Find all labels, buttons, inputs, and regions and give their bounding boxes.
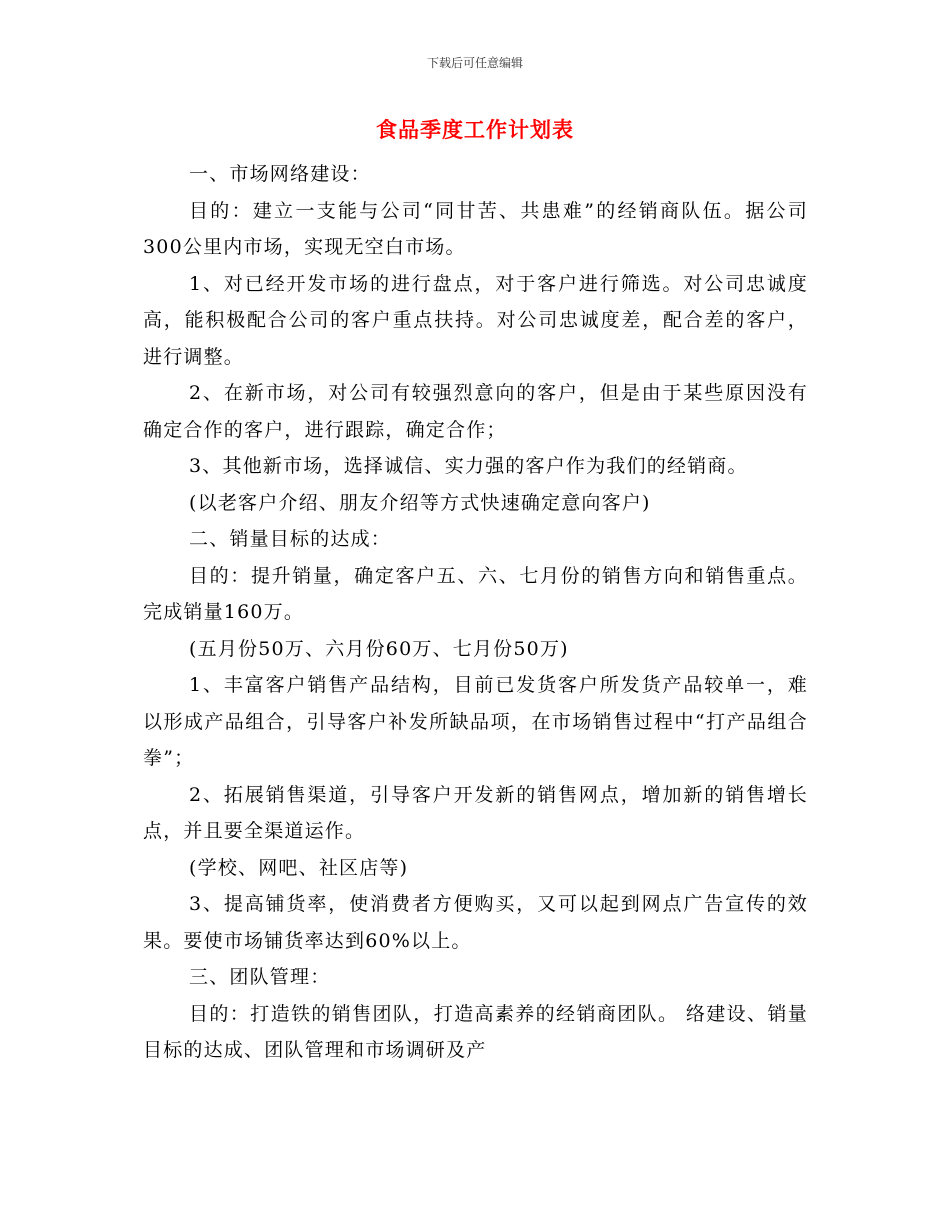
paragraph-market-item-1: 1、对已经开发市场的进行盘点，对于客户进行筛选。对公司忠诚度高，能积极配合公司的客户重点扶持。对公司忠诚度差，配合差的客户，进行调整。 bbox=[143, 272, 808, 368]
paragraph-market-item-3: 3、其他新市场，选择诚信、实力强的客户作为我们的经销商。 bbox=[189, 455, 748, 477]
section-heading-market-network: 一、市场网络建设： bbox=[189, 163, 371, 185]
section-heading-team-management: 三、团队管理： bbox=[189, 966, 331, 988]
document-title: 食品季度工作计划表 bbox=[376, 118, 574, 142]
paragraph-sales-breakdown: (五月份50万、六月份60万、七月份50万) bbox=[189, 637, 569, 660]
paragraph-sales-channels-note: (学校、网吧、社区店等) bbox=[189, 856, 409, 879]
paragraph-market-item-2: 2、在新市场，对公司有较强烈意向的客户，但是由于某些原因没有确定合作的客户，进行跟踪，确定合作； bbox=[143, 382, 808, 441]
paragraph-market-goal: 目的：建立一支能与公司“同甘苦、共患难”的经销商队伍。据公司300公里内市场，实现无空白市场。 bbox=[143, 199, 808, 258]
section-heading-sales-target: 二、销量目标的达成： bbox=[189, 528, 392, 550]
header-note: 下载后可任意编辑 bbox=[426, 56, 523, 70]
document-body bbox=[143, 156, 808, 1069]
paragraph-sales-item-3: 3、提高铺货率，使消费者方便购买，又可以起到网点广告宣传的效果。要使市场铺货率达到60%以上。 bbox=[143, 893, 808, 952]
paragraph-sales-item-1: 1、丰富客户销售产品结构，目前已发货客户所发货产品较单一，难以形成产品组合，引导客户补发所缺品项，在市场销售过程中“打产品组合拳”； bbox=[143, 674, 808, 769]
paragraph-team-goal: 目的：打造铁的销售团队，打造高素养的经销商团队。 络建设、销量目标的达成、团队管理和市场调研及产 bbox=[143, 1002, 808, 1061]
paragraph-market-note: (以老客户介绍、朋友介绍等方式快速确定意向客户) bbox=[189, 491, 651, 514]
paragraph-sales-item-2: 2、拓展销售渠道，引导客户开发新的销售网点，增加新的销售增长点，并且要全渠道运作。 bbox=[143, 783, 808, 842]
paragraph-sales-goal: 目的：提升销量，确定客户五、六、七月份的销售方向和销售重点。完成销量160万。 bbox=[143, 564, 808, 623]
